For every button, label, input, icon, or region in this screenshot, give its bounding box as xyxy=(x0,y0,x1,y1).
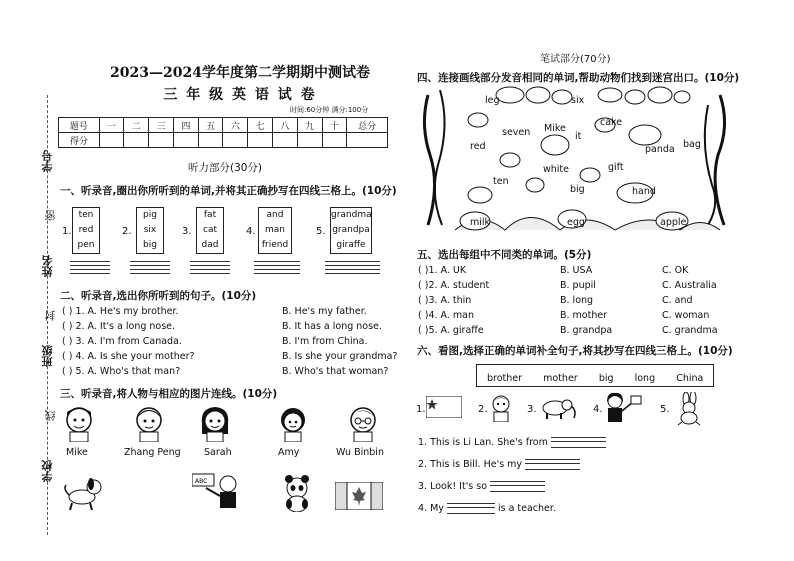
maze-word[interactable]: cake xyxy=(600,117,623,128)
score-table-header-row xyxy=(59,118,388,133)
score-header-cell: 七 xyxy=(248,118,273,133)
maze-picture xyxy=(420,85,740,235)
score-header-cell: 题号 xyxy=(59,118,100,133)
q1-num: 1. xyxy=(62,226,72,237)
option-b: B. USA xyxy=(560,265,593,276)
score-cell[interactable] xyxy=(198,133,223,148)
sentence-text: 3. Look! It's so xyxy=(418,481,488,492)
option-b: B. grandpa xyxy=(560,325,613,336)
maze-word[interactable]: it xyxy=(575,131,582,142)
answer-paren[interactable]: ( ) xyxy=(62,306,73,317)
q1-word[interactable]: dad xyxy=(201,240,219,250)
dog-picture xyxy=(60,475,104,511)
class-label: 班级 xyxy=(41,345,54,367)
sentence-text: 4. My xyxy=(418,503,444,514)
svg-text:ABC: ABC xyxy=(195,478,208,485)
boy-picture xyxy=(488,394,514,422)
q3-title: 三、听录音,将人物与相应的图片连线。(10分) xyxy=(60,388,278,400)
teacher-mother-picture xyxy=(603,392,643,422)
score-row-label: 得分 xyxy=(59,133,100,148)
q6-sentence-4 xyxy=(418,503,556,514)
word-bank xyxy=(476,364,714,387)
maze-word[interactable]: Mike xyxy=(544,123,566,134)
maze-word[interactable]: milk xyxy=(470,217,491,228)
character-name: Sarah xyxy=(204,447,232,458)
score-cell[interactable] xyxy=(297,133,322,148)
score-header-cell: 六 xyxy=(223,118,248,133)
q1-word[interactable]: man xyxy=(265,225,285,235)
option-a: 1. A. He's my brother. xyxy=(75,306,179,317)
q5-title: 五、选出每组中不同类的单词。(5分) xyxy=(417,249,592,261)
q1-word[interactable]: ten xyxy=(78,210,94,220)
score-cell[interactable] xyxy=(273,133,298,148)
answer-paren[interactable]: ( ) xyxy=(418,265,429,276)
seal-label-1: 密 xyxy=(44,210,57,221)
student-id-label: 学号 xyxy=(41,150,54,172)
q6-pic-num: 2. xyxy=(478,404,488,415)
q1-num: 5. xyxy=(316,226,326,237)
score-cell[interactable] xyxy=(347,133,388,148)
q1-writing-lines[interactable] xyxy=(190,258,230,274)
score-header-cell: 三 xyxy=(149,118,174,133)
answer-blank[interactable] xyxy=(490,481,545,492)
score-header-cell: 四 xyxy=(173,118,198,133)
q1-writing-lines[interactable] xyxy=(70,258,110,274)
q1-word-box xyxy=(196,207,224,254)
score-header-cell: 九 xyxy=(297,118,322,133)
q6-sentence-2 xyxy=(418,459,580,470)
q6-title: 六、看图,选择正确的单词补全句子,将其抄写在四线三格上。(10分) xyxy=(417,345,733,357)
q1-word[interactable]: and xyxy=(266,210,284,220)
score-cell[interactable] xyxy=(223,133,248,148)
q6-pic-num: 4. xyxy=(593,404,603,415)
q1-word[interactable]: six xyxy=(143,225,157,235)
answer-paren[interactable]: ( ) xyxy=(418,295,429,306)
q1-word[interactable]: grandpa xyxy=(332,225,370,235)
answer-paren[interactable]: ( ) xyxy=(62,336,73,347)
word-bank-word: mother xyxy=(543,373,578,384)
q4-title: 四、连接画线部分发音相同的单词,帮助动物们找到迷宫出口。(10分) xyxy=(417,72,740,84)
option-a: 3. A. I'm from Canada. xyxy=(75,336,182,347)
score-cell[interactable] xyxy=(173,133,198,148)
maze-word[interactable]: red xyxy=(470,141,486,152)
option-a: 5. A. Who's that man? xyxy=(75,366,181,377)
q1-writing-lines[interactable] xyxy=(254,258,300,274)
boy-mike-picture xyxy=(62,404,96,442)
maze-word[interactable]: bag xyxy=(683,139,701,150)
option-b: B. I'm from China. xyxy=(282,336,368,347)
seal-label-2: 封 xyxy=(44,310,57,321)
q1-num: 3. xyxy=(182,226,192,237)
option-b: B. It has a long nose. xyxy=(282,321,382,332)
score-header-cell: 十 xyxy=(322,118,347,133)
school-label: 学校 xyxy=(41,460,54,482)
option-c: C. OK xyxy=(662,265,689,276)
maze-word[interactable]: big xyxy=(570,184,585,195)
score-cell[interactable] xyxy=(99,133,124,148)
score-table-score-row xyxy=(59,133,388,148)
score-header-cell: 一 xyxy=(99,118,124,133)
q1-word[interactable]: cat xyxy=(203,225,217,235)
q1-word[interactable]: grandma xyxy=(331,210,372,220)
teacher-picture xyxy=(192,472,248,512)
girl-amy-picture xyxy=(276,404,310,442)
seal-label-3: 线 xyxy=(44,410,57,421)
girl-sarah-picture xyxy=(198,404,232,442)
q1-word[interactable]: red xyxy=(78,225,94,235)
exam-subtitle: 三 年 级 英 语 试 卷 xyxy=(163,87,317,103)
option-a: 5. A. giraffe xyxy=(428,325,484,336)
maze-word[interactable]: six xyxy=(571,95,585,106)
option-a: 2. A. It's a long nose. xyxy=(75,321,176,332)
character-name: Zhang Peng xyxy=(124,447,181,458)
q1-num: 4. xyxy=(246,226,256,237)
q1-word[interactable]: big xyxy=(143,240,157,250)
option-c: C. woman xyxy=(662,310,710,321)
q6-pic-num: 1. xyxy=(416,404,426,415)
maze-word[interactable]: hand xyxy=(632,186,656,197)
q1-word[interactable]: fat xyxy=(203,210,217,220)
q2-title: 二、听录音,选出你所听到的句子。(10分) xyxy=(60,290,257,302)
option-a: 1. A. UK xyxy=(428,265,467,276)
word-bank-word: long xyxy=(634,373,656,384)
q1-word-box xyxy=(136,207,164,254)
option-c: C. grandma xyxy=(662,325,718,336)
maze-word[interactable]: ten xyxy=(493,176,509,187)
answer-blank[interactable] xyxy=(551,437,606,448)
q1-word[interactable]: pen xyxy=(77,240,95,250)
q1-word[interactable]: giraffe xyxy=(336,240,366,250)
boy-wu-binbin-picture xyxy=(346,404,380,442)
writing-heading: 笔试部分(70分) xyxy=(540,54,611,65)
option-a: 4. A. man xyxy=(428,310,474,321)
answer-blank[interactable] xyxy=(447,503,495,514)
q6-sentence-3 xyxy=(418,481,545,492)
option-c: C. and xyxy=(662,295,693,306)
option-b: B. mother xyxy=(560,310,608,321)
score-header-cell: 二 xyxy=(124,118,149,133)
q1-writing-lines[interactable] xyxy=(130,258,170,274)
exam-title: 2023—2024学年度第二学期期中测试卷 xyxy=(110,65,370,81)
option-a: 2. A. student xyxy=(428,280,490,291)
q1-writing-lines[interactable] xyxy=(325,258,380,274)
answer-blank[interactable] xyxy=(525,459,580,470)
time-note: 时间:60分钟 满分:100分 xyxy=(290,106,369,114)
maze-word[interactable]: panda xyxy=(645,144,675,155)
answer-paren[interactable]: ( ) xyxy=(62,351,73,362)
score-header-cell: 五 xyxy=(198,118,223,133)
sentence-text: is a teacher. xyxy=(497,503,556,514)
rabbit-picture xyxy=(672,392,706,426)
option-b: B. Is she your grandma? xyxy=(282,351,398,362)
q6-pic-num: 3. xyxy=(527,404,537,415)
option-a: 4. A. Is she your mother? xyxy=(75,351,195,362)
score-cell[interactable] xyxy=(248,133,273,148)
score-header-cell: 八 xyxy=(273,118,298,133)
answer-paren[interactable]: ( ) xyxy=(62,366,73,377)
word-bank-word: brother xyxy=(487,373,523,384)
q1-num: 2. xyxy=(122,226,132,237)
option-b: B. Who's that woman? xyxy=(282,366,389,377)
listening-heading: 听力部分(30分) xyxy=(187,162,263,174)
word-bank-word: China xyxy=(676,373,704,384)
canada-flag-picture xyxy=(335,482,383,510)
china-flag-picture xyxy=(426,396,462,418)
sentence-text: 2. This is Bill. He's my xyxy=(418,459,523,470)
score-table xyxy=(58,117,388,148)
score-cell[interactable] xyxy=(149,133,174,148)
q1-word-box xyxy=(330,207,372,254)
maze-word[interactable]: apple xyxy=(660,217,687,228)
q1-word[interactable]: pig xyxy=(143,210,157,220)
maze-word[interactable]: white xyxy=(543,164,569,175)
q1-word-box xyxy=(72,207,100,254)
q1-word-box xyxy=(258,207,292,254)
panda-picture xyxy=(280,474,314,512)
maze-word[interactable]: seven xyxy=(502,127,531,138)
maze-word[interactable]: gift xyxy=(608,162,624,173)
boy-zhang-peng-picture xyxy=(132,404,166,442)
character-name: Mike xyxy=(66,447,88,458)
sentence-text: 1. This is Li Lan. She's from xyxy=(418,437,548,448)
score-cell[interactable] xyxy=(322,133,347,148)
option-b: B. long xyxy=(560,295,594,306)
score-cell[interactable] xyxy=(124,133,149,148)
q6-sentence-1 xyxy=(418,437,606,448)
word-bank-word: big xyxy=(598,373,614,384)
score-header-cell: 总分 xyxy=(347,118,388,133)
answer-paren[interactable]: ( ) xyxy=(418,325,429,336)
q6-pic-num: 5. xyxy=(660,404,670,415)
elephant-picture xyxy=(537,396,577,420)
option-a: 3. A. thin xyxy=(428,295,472,306)
option-b: B. He's my father. xyxy=(282,306,367,317)
q1-title: 一、听录音,圈出你所听到的单词,并将其正确抄写在四线三格上。(10分) xyxy=(60,185,397,197)
character-name: Amy xyxy=(278,447,300,458)
character-name: Wu Binbin xyxy=(336,447,384,458)
option-b: B. pupil xyxy=(560,280,596,291)
answer-paren[interactable]: ( ) xyxy=(62,321,73,332)
name-label: 姓名 xyxy=(41,255,54,277)
maze-word[interactable]: egg xyxy=(567,217,585,228)
answer-paren[interactable]: ( ) xyxy=(418,280,429,291)
q1-word[interactable]: friend xyxy=(261,240,289,250)
answer-paren[interactable]: ( ) xyxy=(418,310,429,321)
maze-word[interactable]: leg xyxy=(485,95,500,106)
option-c: C. Australia xyxy=(662,280,717,291)
